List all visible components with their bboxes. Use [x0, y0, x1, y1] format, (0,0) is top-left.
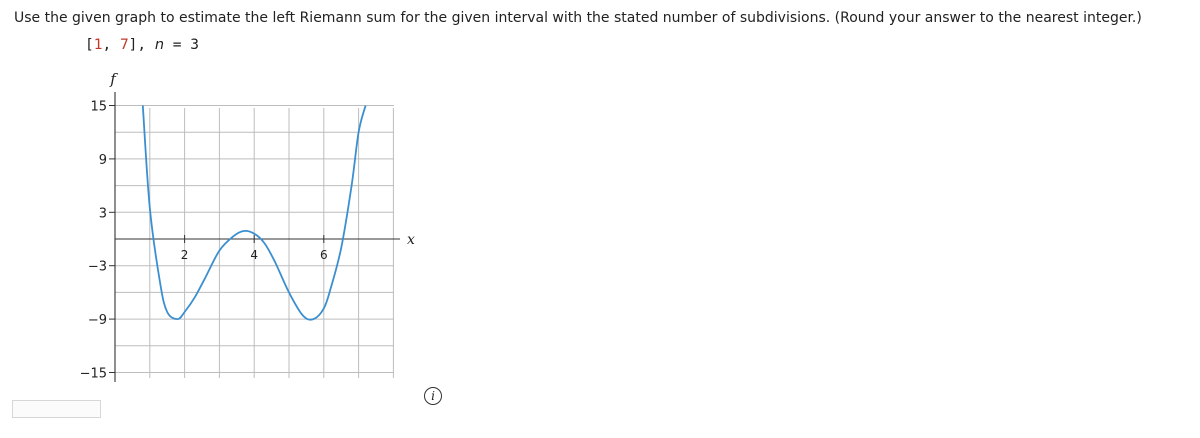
interval-close-bracket: ], [128, 37, 147, 53]
y-tick-label: −15 [79, 366, 107, 382]
y-tick-label: 3 [98, 206, 107, 222]
interval-open-bracket: [ [85, 37, 94, 53]
subdivision-variable: n [154, 37, 165, 53]
question-text: Use the given graph to estimate the left Riemann sum for the given interval with the stated number of subdivisions. (Round your answer to the nearest integer.) [14, 10, 1142, 26]
y-axis-label: f [110, 70, 116, 88]
y-tick-label: −3 [87, 259, 107, 275]
y-tick-label: 15 [90, 99, 107, 115]
interval-end: 7 [119, 37, 129, 53]
answer-input[interactable] [12, 400, 101, 418]
subdivision-count: = 3 [164, 37, 199, 53]
y-tick-label: −9 [87, 313, 107, 329]
x-tick-label: 4 [250, 248, 259, 262]
interval-start: 1 [93, 37, 103, 53]
ticks [80, 70, 415, 382]
x-axis-label: x [407, 232, 415, 248]
x-tick-label: 6 [319, 248, 328, 262]
interval-separator: , [102, 37, 120, 53]
x-tick-label: 2 [180, 248, 189, 262]
info-icon[interactable] [424, 387, 442, 405]
y-tick-label: 9 [98, 152, 107, 168]
info-glyph: i [431, 389, 435, 403]
